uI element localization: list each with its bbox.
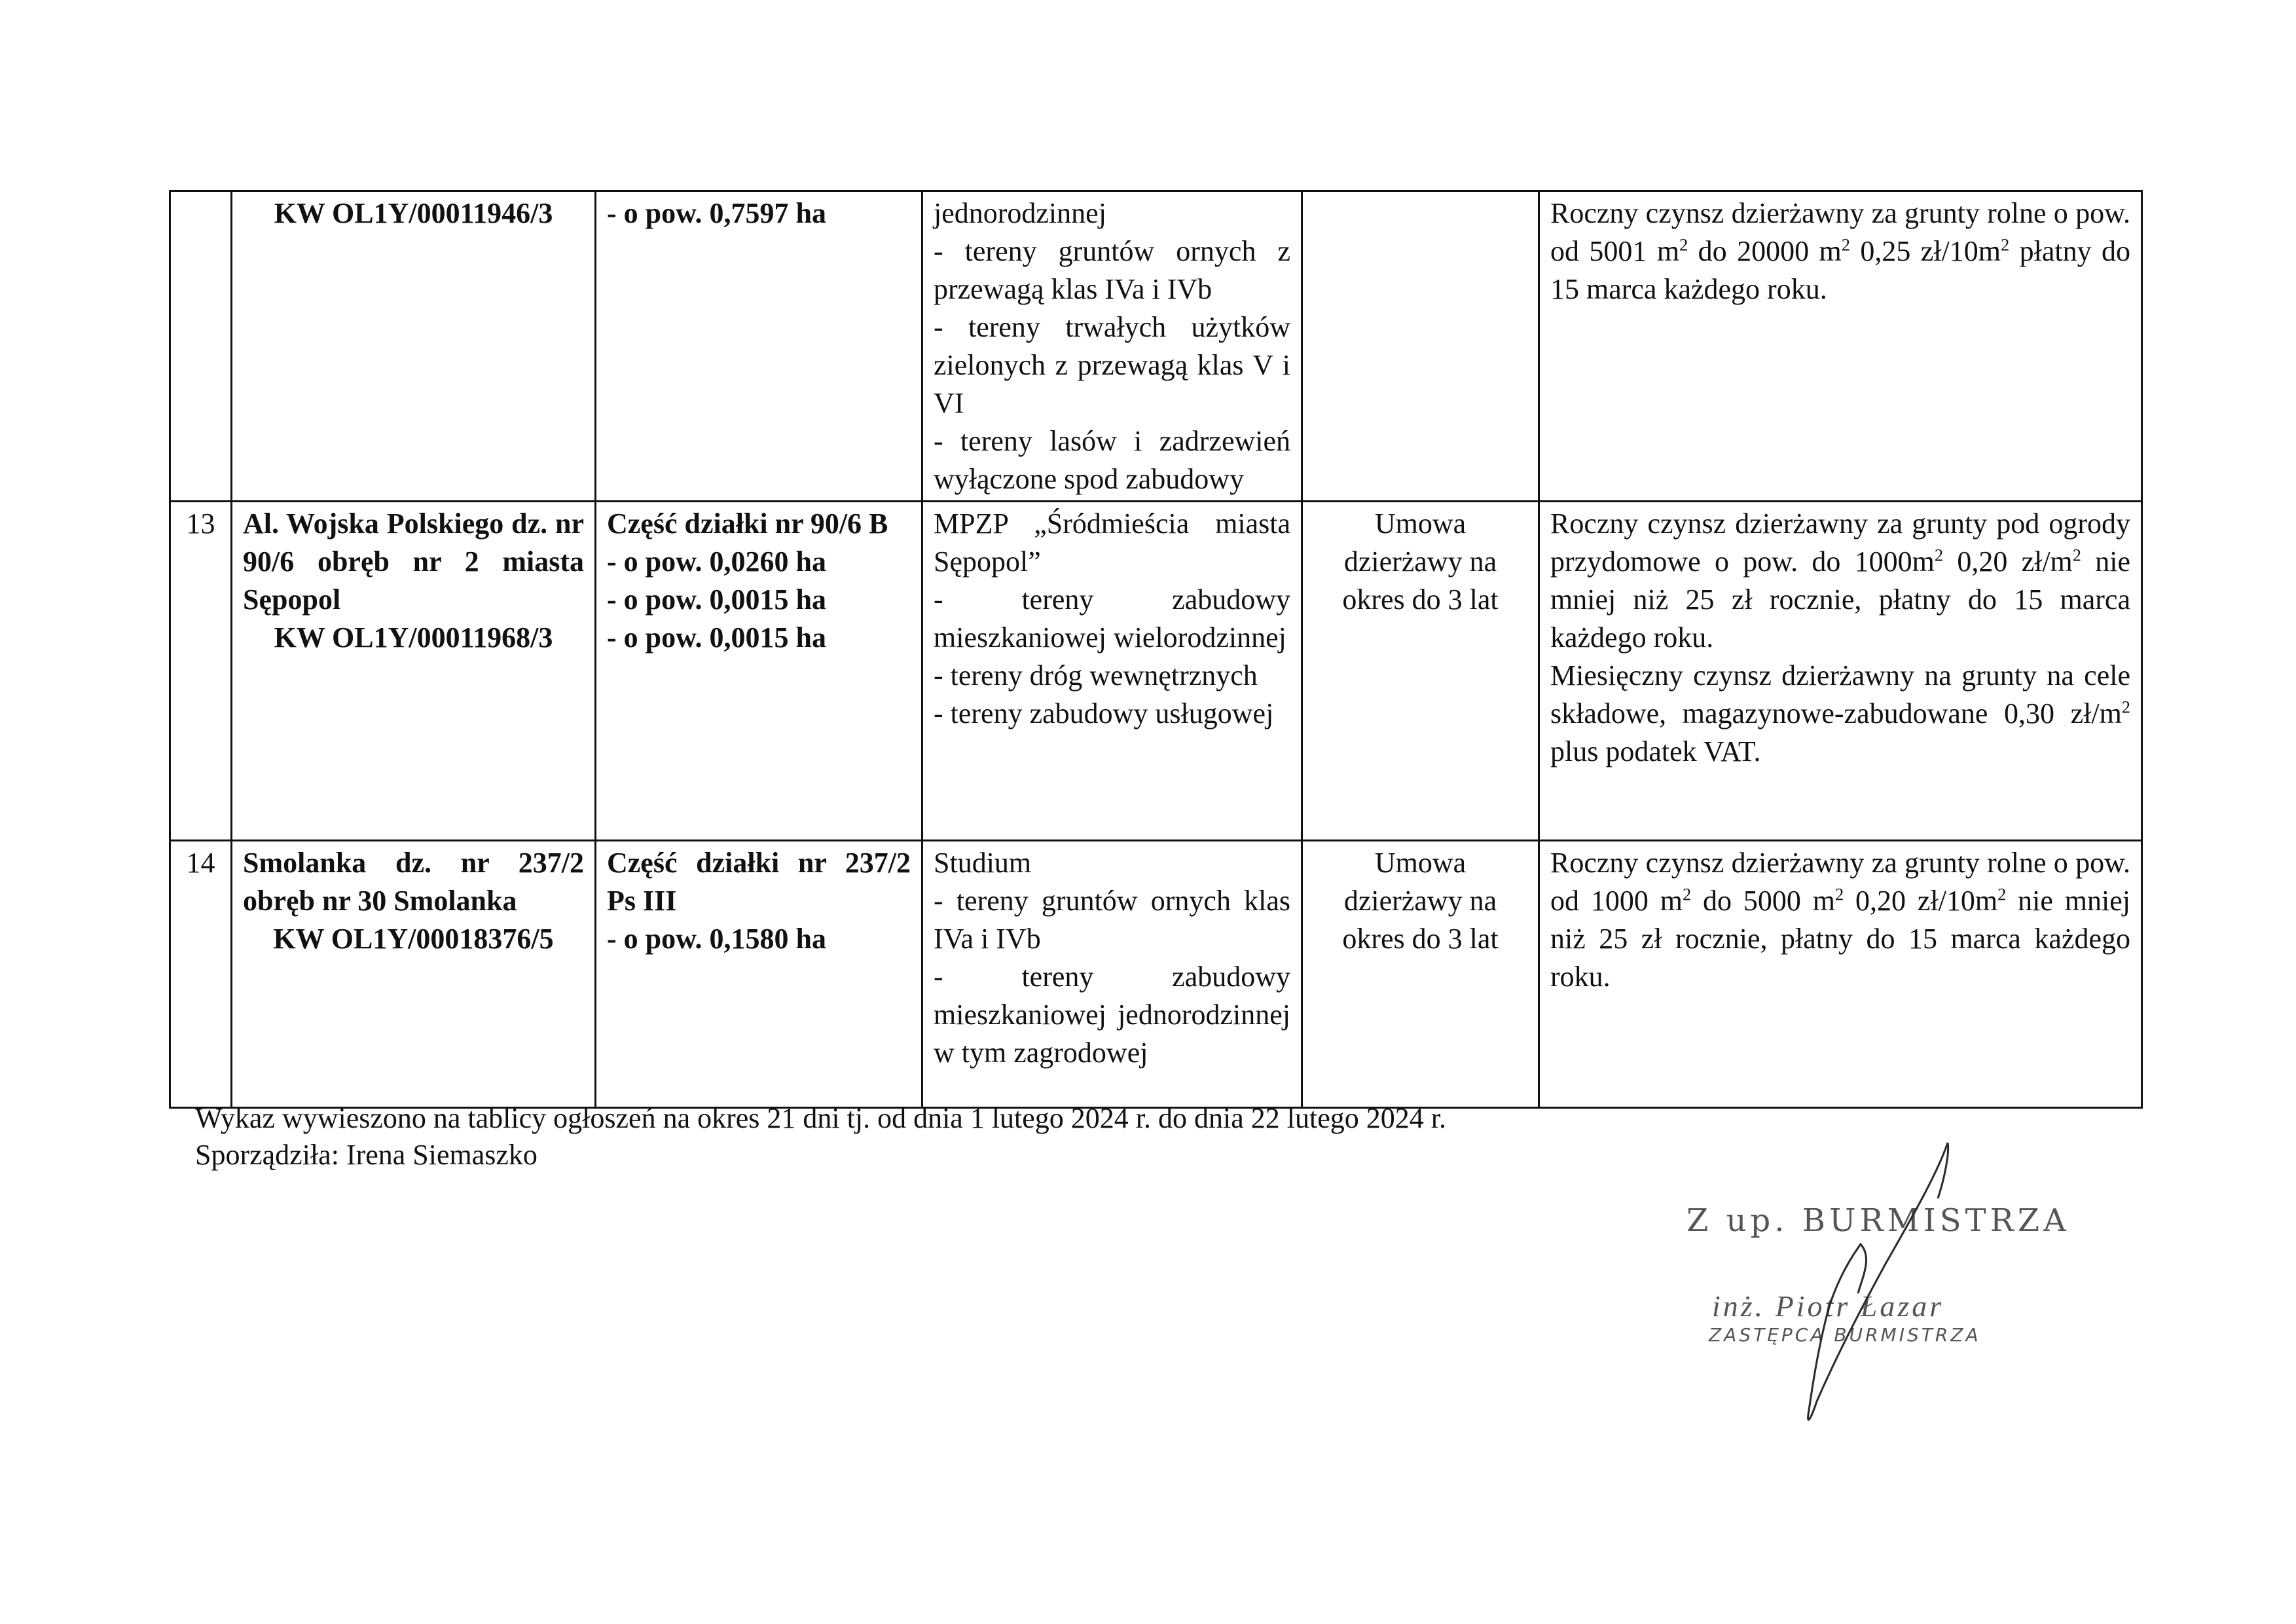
location-line: Al. Wojska Polskiego dz. nr 90/6 obręb nr 2 miasta Sępopol xyxy=(243,507,584,616)
designation-line: jednorodzinnej xyxy=(934,197,1106,229)
designation-line: - tereny gruntów ornych z przewagą klas IVa i IVb xyxy=(934,235,1290,305)
designation-line: - tereny zabudowy usługowej xyxy=(934,697,1274,729)
stamp-title-line: ZASTĘPCA BURMISTRZA xyxy=(1709,1324,1981,1346)
parcel-line: - o pow. 0,0015 ha xyxy=(607,583,826,616)
rent-paragraph: Miesięczny czynsz dzierżawny na grunty na cele składowe, magazynowe-zabudowane 0,30 $zł/m^2$ plus podatek VAT. xyxy=(1550,659,2130,767)
designation-line: - tereny gruntów ornych klas IVa i IVb xyxy=(934,885,1290,955)
designation-line: - tereny trwałych użytków zielonych z przewagą klas V i VI xyxy=(934,311,1290,419)
parcel-line: - o pow. 0,7597 ha xyxy=(607,197,826,229)
location-line: KW OL1Y/00018376/5 xyxy=(273,923,554,955)
row-number: 14 xyxy=(170,841,232,1108)
parcel-line: Część działki nr 237/2 Ps III xyxy=(607,847,911,917)
location-line: Smolanka dz. nr 237/2 obręb nr 30 Smolanka xyxy=(243,847,584,917)
designation-line: - tereny zabudowy mieszkaniowej jednorodzinnej w tym zagrodowej xyxy=(934,961,1290,1069)
designation-line: - tereny lasów i zadrzewień wyłączone spod zabudowy xyxy=(934,425,1290,495)
parcel-line: - o pow. 0,1580 ha xyxy=(607,923,826,955)
parcel-line: Część działki nr 90/6 B xyxy=(607,507,888,540)
agreement-cell: Umowa dzierżawy na okres do 3 lat xyxy=(1302,841,1539,1108)
agreement-cell: Umowa dzierżawy na okres do 3 lat xyxy=(1302,502,1539,841)
parcel-line: - o pow. 0,0260 ha xyxy=(607,545,826,578)
designation-line: - tereny dróg wewnętrznych xyxy=(934,659,1258,692)
designation-line: MPZP „Śródmieścia miasta Sępopol” xyxy=(934,507,1290,578)
designation-line: Studium xyxy=(934,847,1032,879)
designation-line: - tereny zabudowy mieszkaniowej wielorodzinnej xyxy=(934,583,1290,654)
row-number: 13 xyxy=(170,502,232,841)
location-line: KW OL1Y/00011968/3 xyxy=(274,621,553,654)
location-line: KW OL1Y/00011946/3 xyxy=(274,197,553,229)
rent-paragraph: Roczny czynsz dzierżawny za grunty pod ogrody przydomowe o pow. do $1000m^2$ 0,20 $zł/m^2$ nie mniej niż 25 zł rocznie, płatny do 15 marca każdego roku. xyxy=(1550,507,2131,654)
stamp-name-line: inż. Piotr Łazar xyxy=(1712,1289,1944,1323)
rent-paragraph: Roczny czynsz dzierżawny za grunty rolne o pow. od 1000 $m^2$ do 5000 $m^2$ 0,20 $zł/10m^2$ nie mniej niż 25 zł rocznie, płatny do 15 marca każdego roku. xyxy=(1550,847,2130,993)
prepared-by: Sporządziła: Irena Siemaszko xyxy=(195,1139,538,1171)
stamp-authority-line: Z up. BURMISTRZA xyxy=(1686,1202,2070,1239)
rent-paragraph: Roczny czynsz dzierżawny za grunty rolne o pow. od 5001 $m^2$ do 20000 $m^2$ 0,25 $zł/10m^2$ płatny do 15 marca każdego roku. xyxy=(1550,197,2131,305)
posting-note: Wykaz wywieszono na tablicy ogłoszeń na okres 21 dni tj. od dnia 1 lutego 2024 r. do dnia 22 lutego 2024 r. xyxy=(195,1102,1446,1134)
parcel-line: - o pow. 0,0015 ha xyxy=(607,621,826,654)
